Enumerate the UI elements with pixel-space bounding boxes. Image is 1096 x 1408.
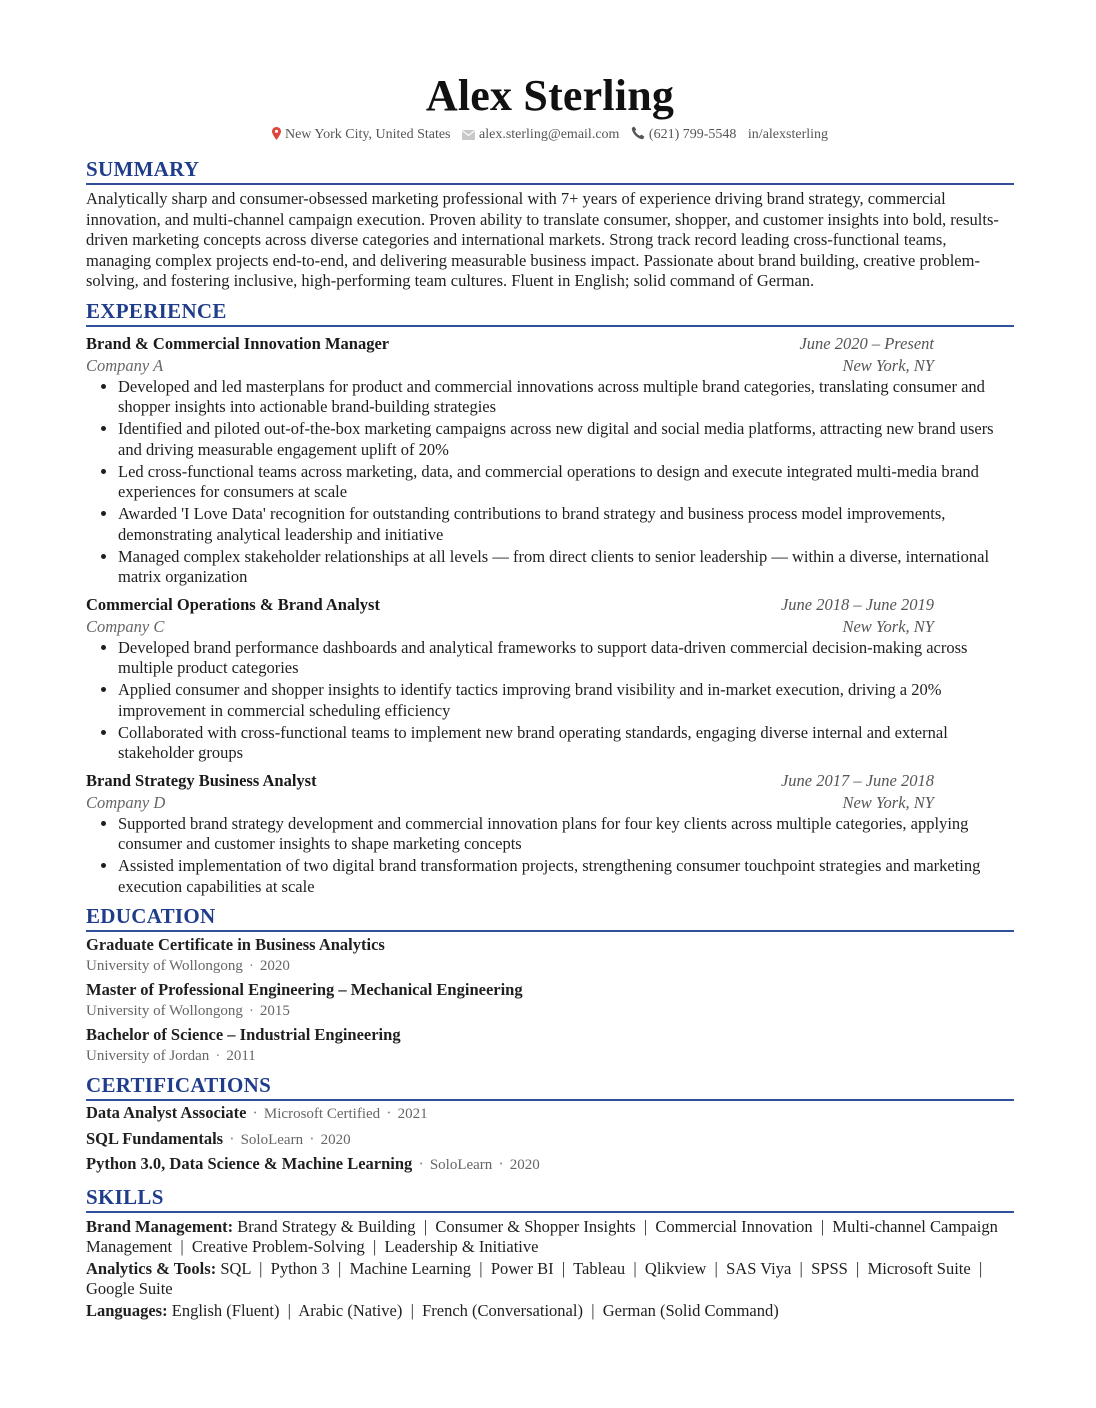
skills-label: Brand Management: xyxy=(86,1216,234,1236)
candidate-name: Alex Sterling xyxy=(425,71,675,120)
education-school: University of Jordan xyxy=(86,1048,210,1064)
location-text: New York City, United States xyxy=(284,127,451,142)
education-heading: EDUCATION xyxy=(86,903,1014,932)
skills-label: Languages: xyxy=(86,1300,168,1320)
job-company: Company D xyxy=(86,792,166,812)
bullet-item: • Developed brand performance dashboards and analytical frameworks to support data-driven commercial decision-making across multiple product categories xyxy=(118,638,1014,679)
certification-name: Data Analyst Associate xyxy=(86,1103,247,1122)
contact-line xyxy=(86,126,1014,146)
job-bullets xyxy=(86,377,1014,588)
job-bullets xyxy=(86,638,1014,764)
certification-year: 2021 xyxy=(397,1106,428,1122)
job-title: Commercial Operations & Brand Analyst xyxy=(86,594,380,614)
envelope-icon xyxy=(462,128,475,146)
certifications-section xyxy=(86,1072,1014,1178)
education-entry: Bachelor of Science – Industrial Engineering University of Jordan · 2011 xyxy=(86,1024,1014,1066)
contact-linkedin[interactable]: in/alexsterling xyxy=(747,127,829,142)
skills-group xyxy=(86,1259,1014,1300)
education-year: 2015 xyxy=(259,1003,290,1019)
summary-heading: SUMMARY xyxy=(86,156,1014,185)
job-entry xyxy=(86,594,1014,764)
bullet-item: • Managed complex stakeholder relationships at all levels — from direct clients to senior leadership — within a diverse, international matrix organization xyxy=(118,547,1014,588)
email-text: alex.sterling@email.com xyxy=(479,127,620,142)
certification-issuer: Microsoft Certified xyxy=(263,1106,381,1122)
skills-group xyxy=(86,1217,1014,1258)
certification-year: 2020 xyxy=(509,1157,540,1173)
resume-page xyxy=(86,70,1014,1322)
bullet-item: • Applied consumer and shopper insights to identify tactics improving brand visibility and in-market execution, driving a 20% improvement in commercial scheduling efficiency xyxy=(118,680,1014,721)
certification-year: 2020 xyxy=(320,1131,351,1148)
skills-list: English (Fluent) | Arabic (Native) | French (Conversational) | German (Solid Command) xyxy=(171,1300,779,1320)
job-dates: June 2018 – June 2019 xyxy=(780,594,934,614)
job-dates: June 2017 – June 2018 xyxy=(780,770,934,790)
phone-icon xyxy=(631,126,645,146)
education-degree: Graduate Certificate in Business Analytics xyxy=(86,935,385,954)
job-location: New York, NY xyxy=(842,355,934,375)
phone-text: (621) 799-5548 xyxy=(648,127,737,142)
education-year: 2020 xyxy=(259,958,290,974)
job-title: Brand Strategy Business Analyst xyxy=(86,770,317,790)
education-year: 2011 xyxy=(226,1048,256,1064)
certifications-heading: CERTIFICATIONS xyxy=(86,1072,1014,1101)
education-entry: Master of Professional Engineering – Mechanical Engineering University of Wollongong · 2015 xyxy=(86,979,1014,1021)
contact-email[interactable] xyxy=(462,127,623,142)
skills-group xyxy=(86,1301,1014,1322)
summary-text: Analytically sharp and consumer-obsessed marketing professional with 7+ years of experience driving brand strategy, commercial innovation, and multi-channel campaign execution. Proven ability to translate consumer, shopper, and customer insights into bold, results-driven marketing concepts across diverse categories and international markets. Strong track record leading cross-functional teams, managing complex projects end-to-end, and delivering measurable business impact. Passionate about brand building, creative problem-solving, and fostering inclusive, high-performing team cultures. Fluent in English; solid command of German. xyxy=(86,189,999,290)
job-bullets xyxy=(86,814,1014,898)
bullet-item: • Awarded 'I Love Data' recognition for outstanding contributions to brand strategy and business process model improvements, demonstrating analytical leadership and initiative xyxy=(118,504,1014,545)
contact-phone[interactable] xyxy=(631,127,740,142)
job-entry xyxy=(86,333,1014,588)
education-school: University of Wollongong xyxy=(86,1003,243,1019)
job-company: Company C xyxy=(86,616,165,636)
skills-heading: SKILLS xyxy=(86,1184,1014,1213)
experience-section xyxy=(86,298,1014,898)
certification-name: SQL Fundamentals xyxy=(86,1128,224,1148)
skills-list: SQL | Python 3 | Machine Learning | Power BI | Tableau | Qlikview | SAS Viya | SPSS | Microsoft Suite | Google Suite xyxy=(86,1258,991,1298)
certification-entry: Python 3.0, Data Science & Machine Learning · SoloLearn · 2020 xyxy=(86,1154,540,1173)
skills-section xyxy=(86,1184,1014,1322)
bullet-item: • Supported brand strategy development and commercial innovation plans for four key clients across multiple categories, applying consumer and customer insights to shape marketing concepts xyxy=(118,814,1014,855)
summary-section xyxy=(86,156,1014,292)
location-pin-icon xyxy=(272,127,281,146)
bullet-item: • Assisted implementation of two digital brand transformation projects, strengthening consumer touchpoint strategies and marketing execution capabilities at scale xyxy=(118,856,1014,897)
education-degree: Master of Professional Engineering – Mechanical Engineering xyxy=(86,980,523,999)
job-company: Company A xyxy=(86,355,164,375)
education-school: University of Wollongong xyxy=(86,958,243,974)
job-entry xyxy=(86,770,1014,898)
experience-heading: EXPERIENCE xyxy=(86,298,1014,327)
job-dates: June 2020 – Present xyxy=(799,333,934,353)
certification-issuer: SoloLearn xyxy=(240,1131,304,1148)
bullet-item: • Identified and piloted out-of-the-box marketing campaigns across new digital and social media platforms, attracting new brand users and driving measurable engagement uplift of 20% xyxy=(118,419,1014,460)
bullet-item: • Developed and led masterplans for product and commercial innovations across multiple brand categories, translating consumer and shopper insights into actionable brand-building strategies xyxy=(118,377,1014,418)
job-location: New York, NY xyxy=(842,792,934,812)
job-title: Brand & Commercial Innovation Manager xyxy=(86,333,390,353)
certification-name: Python 3.0, Data Science & Machine Learning xyxy=(86,1154,413,1173)
skills-list: Brand Strategy & Building | Consumer & Shopper Insights | Commercial Innovation | Multi-channel Campaign Management | Creative Problem-Solving | Leadership & Initiative xyxy=(86,1216,1002,1256)
education-entry: Graduate Certificate in Business Analytics University of Wollongong · 2020 xyxy=(86,934,1014,976)
bullet-item: • Collaborated with cross-functional teams to implement new brand operating standards, engaging diverse internal and external stakeholder groups xyxy=(118,723,1014,764)
education-degree: Bachelor of Science – Industrial Engineering xyxy=(86,1025,401,1044)
education-section xyxy=(86,903,1014,1066)
certification-entry: Data Analyst Associate · Microsoft Certified · 2021 xyxy=(86,1103,428,1122)
job-location: New York, NY xyxy=(842,616,934,636)
certification-entry: SQL Fundamentals · SoloLearn · 2020 xyxy=(86,1128,351,1148)
contact-location xyxy=(272,127,454,142)
certification-issuer: SoloLearn xyxy=(429,1157,493,1173)
skills-label: Analytics & Tools: xyxy=(86,1258,217,1278)
bullet-item: • Led cross-functional teams across marketing, data, and commercial operations to design and execute integrated multi-media brand experiences for consumers at scale xyxy=(118,462,1014,503)
